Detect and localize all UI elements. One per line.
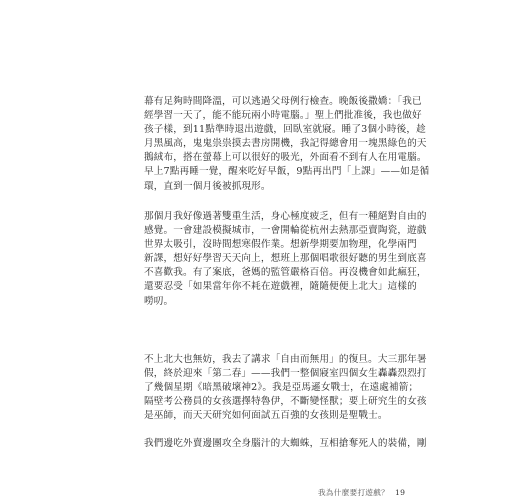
text-line: 是巫師，而天天研究如何面試五百強的女孩則是聖戰士。	[144, 410, 388, 422]
text-line: 早上7點再睡一覺，醒來吃好早飯，9點再出門「上課」——如是循	[144, 166, 430, 178]
text-line: 新課，想好好學習天天向上，想班上那個唱歌很好聽的男生到底喜	[144, 253, 427, 265]
text-line: 鵝絨布，搭在螢幕上可以很好的吸光，外面看不到有人在用電腦。	[144, 152, 427, 164]
paragraph-1	[144, 95, 430, 194]
paragraph-2	[144, 210, 427, 309]
text-line: 月黑風高，鬼鬼祟祟摸去書房開機，我記得總會用一塊黑綠色的天	[144, 138, 427, 150]
text-line: 孩子樣，到11點準時退出遊戲，回臥室就寢。睡了3個小時後，趁	[144, 124, 426, 136]
text-line: 世界太吸引，沒時間想寒假作業。想新學期要加物理，化學兩門	[144, 239, 417, 251]
text-line: 環，直到一個月後被抓現形。	[144, 180, 271, 192]
text-line: 還要忍受「如果當年你不耗在遊戲裡，隨隨便便上北大」這樣的	[144, 281, 417, 293]
text-line: 了幾個星期《暗黑破壞神2》。我是亞馬遜女戰士，在遠處補箭；	[144, 382, 419, 394]
text-line: 幕有足夠時間降溫，可以逃過父母例行檢查。晚飯後撒嬌：「我已	[144, 96, 422, 107]
page-footer	[318, 487, 405, 498]
paragraph-3	[144, 353, 427, 423]
text-line: 不上北大也無妨，我去了講求「自由而無用」的復旦。大三那年暑	[144, 354, 427, 365]
paragraph-4	[144, 437, 427, 451]
text-line: 感覺。一會建設模擬城市，一會開輪從杭州去熱那亞賣陶瓷，遊戲	[144, 225, 427, 237]
running-head: 我為什麼要打遊戲？	[318, 488, 390, 497]
text-line: 我們邊吃外賣邊團攻全身腦汁的大蜘蛛，互相搶奪死人的裝備，剛	[144, 438, 427, 449]
text-line: 不喜歡我。有了案底，爸媽的監管嚴格百倍。再沒機會如此瘋狂，	[144, 267, 427, 279]
text-line: 隔壁考公務員的女孩選擇特魯伊，不斷變怪獸；要上研究生的女孩	[144, 396, 427, 408]
text-line: 嘮叨。	[144, 295, 174, 307]
text-line: 經學習一天了，能不能玩兩小時電腦。」聖上們批准後，我也做好	[144, 110, 422, 122]
page-number: 19	[395, 488, 406, 497]
text-line: 那個月我好像過著雙重生活，身心極度疲乏，但有一種絕對自由的	[144, 211, 427, 222]
text-line: 假，終於迎來「第二春」——我們一整個寢室四個女生轟轟烈烈打	[144, 368, 427, 380]
